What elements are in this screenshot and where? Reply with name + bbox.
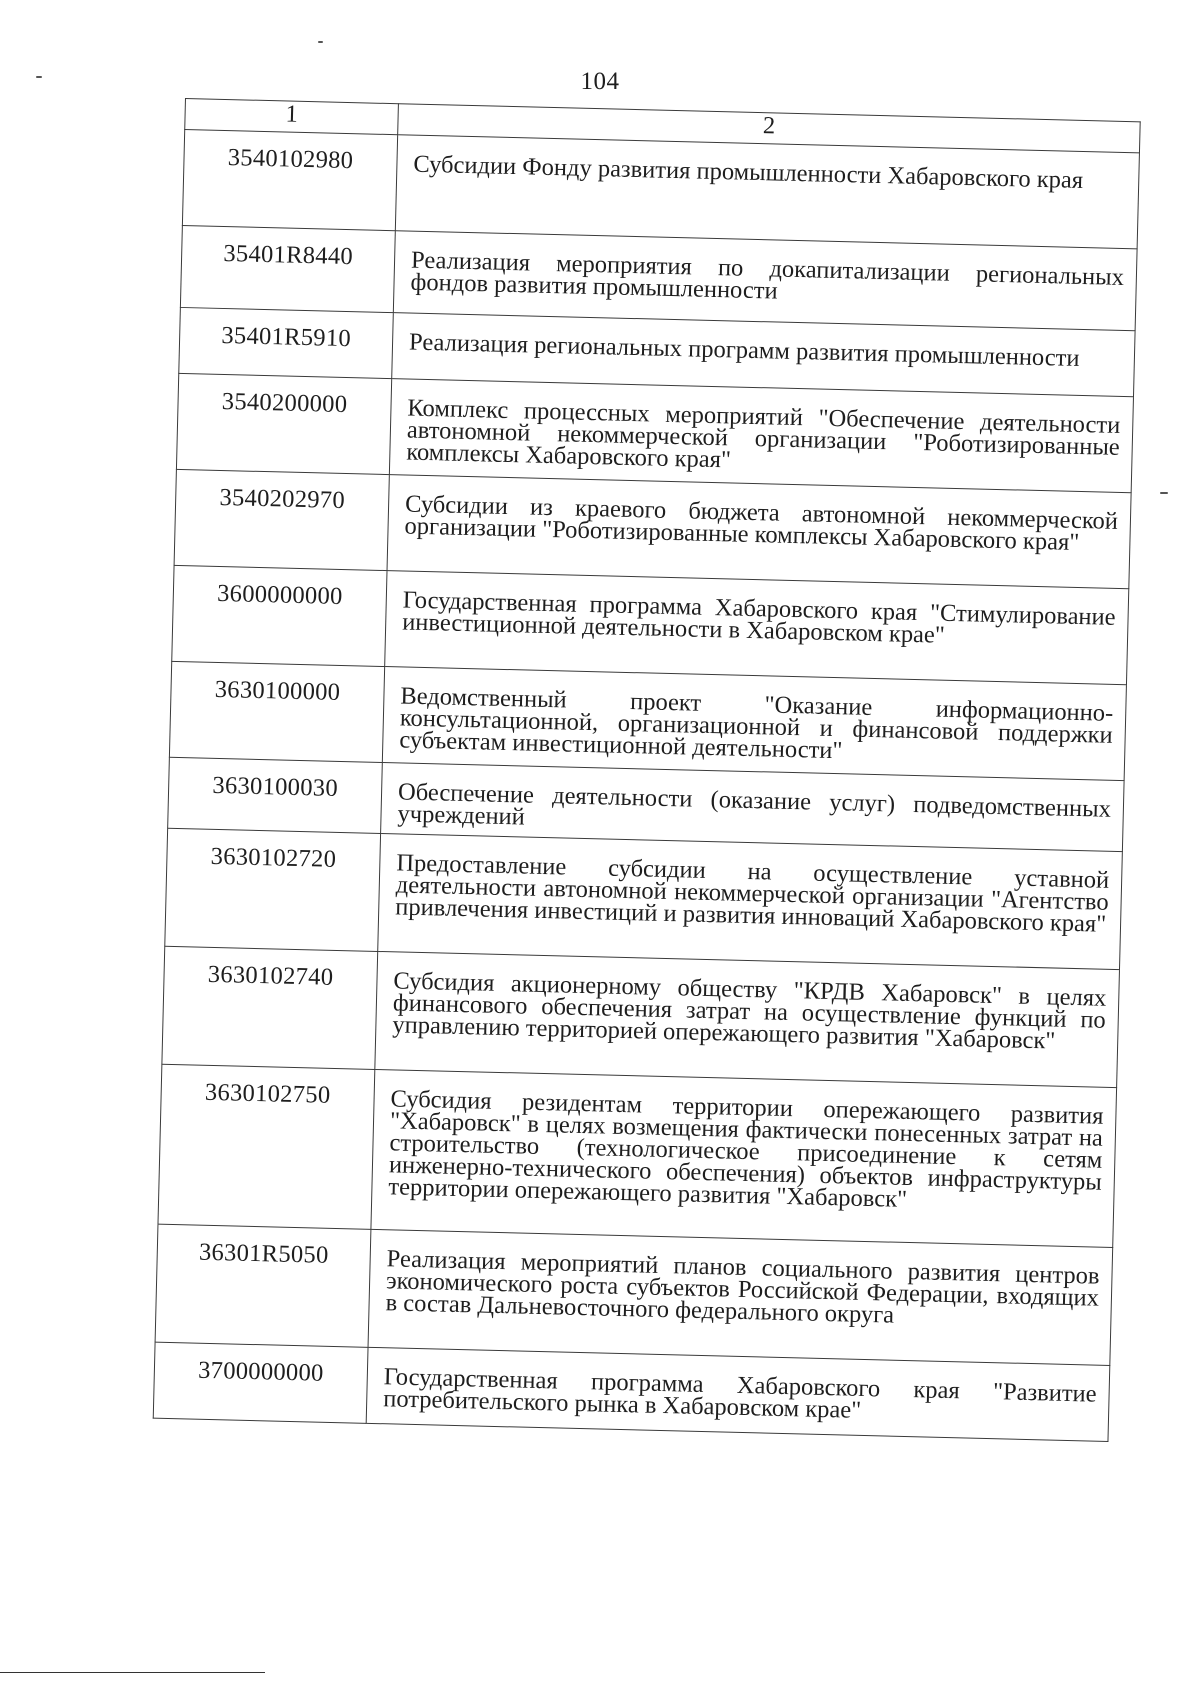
- row-code: 3630102740: [162, 946, 378, 1069]
- row-code: 3630100000: [169, 661, 384, 762]
- row-description: Субсидии из краевого бюджета автономной некоммерческой организации "Роботизированные комплексы Хабаровского края": [387, 475, 1131, 589]
- row-description: Комплекс процессных мероприятий "Обеспечение деятельности автономной некоммерческой организации "Роботизированные комплексы Хабаровского края": [389, 379, 1133, 493]
- column-header-1: 1: [185, 99, 399, 135]
- footer-rule: [0, 1672, 265, 1673]
- column-header-2: 2: [398, 104, 1141, 153]
- row-code: 3630102750: [158, 1064, 375, 1229]
- row-description: Реализация мероприятия по докапитализации региональных фондов развития промышленности: [393, 231, 1137, 331]
- page-number: 104: [580, 68, 620, 95]
- row-description: Субсидия акционерному обществу "КРДВ Хабаровск" в целях финансового обеспечения затрат на осуществление функций по управлению территорией опережающего развития "Хабаровск": [375, 951, 1120, 1087]
- row-description: Предоставление субсидии на осуществление уставной деятельности автономной некоммерческой организации "Агентство привлечения инвестиций и развития инноваций Хабаровского края": [378, 833, 1123, 969]
- scan-speck: [1160, 492, 1168, 494]
- row-code: 3630100030: [168, 757, 383, 833]
- row-code: 36301R5050: [155, 1224, 371, 1347]
- row-code: 35401R5910: [179, 307, 394, 378]
- row-code: 3600000000: [172, 565, 387, 666]
- table-row: [162, 946, 1120, 1087]
- table-row: [165, 828, 1123, 969]
- row-code: 3630102720: [165, 828, 381, 951]
- budget-classification-table: [153, 98, 1141, 1442]
- scan-speck: [318, 41, 323, 43]
- row-code: 3700000000: [153, 1342, 368, 1423]
- budget-table-wrapper: [153, 98, 1140, 1442]
- row-description: Обеспечение деятельности (оказание услуг) подведомственных учреждений: [381, 763, 1125, 852]
- table-body: [153, 99, 1140, 1442]
- row-description: Государственная программа Хабаровского края "Развитие потребительского рынка в Хабаровском крае": [366, 1347, 1110, 1441]
- row-code: 3540202970: [174, 469, 389, 570]
- row-description: Ведомственный проект "Оказание информационно-консультационной, организационной и финансовой поддержки субъектам инвестиционной деятельности": [382, 667, 1126, 781]
- row-description: Реализация региональных программ развития промышленности: [392, 313, 1135, 397]
- table-row: [158, 1064, 1117, 1247]
- table-row: [155, 1224, 1113, 1365]
- row-description: Субсидии Фонду развития промышленности Хабаровского края: [395, 135, 1139, 249]
- row-description: Субсидия резидентам территории опережающего развития "Хабаровск" в целях возмещения фактически понесенных затрат на строительство (технологическое присоединение к сетям инженерно-технического обеспечения) объектов инфраструктуры территории опережающего развития "Хабаровск": [371, 1069, 1117, 1247]
- row-code: 3540200000: [176, 373, 391, 474]
- scan-speck: [36, 76, 42, 78]
- row-description: Реализация мероприятий планов социального развития центров экономического роста субъектов Российской Федерации, входящих в состав Дальневосточного федерального округа: [368, 1229, 1113, 1365]
- row-code: 35401R8440: [180, 225, 395, 312]
- row-code: 3540102980: [182, 130, 397, 231]
- row-description: Государственная программа Хабаровского края "Стимулирование инвестиционной деятельности в Хабаровском крае": [385, 571, 1129, 685]
